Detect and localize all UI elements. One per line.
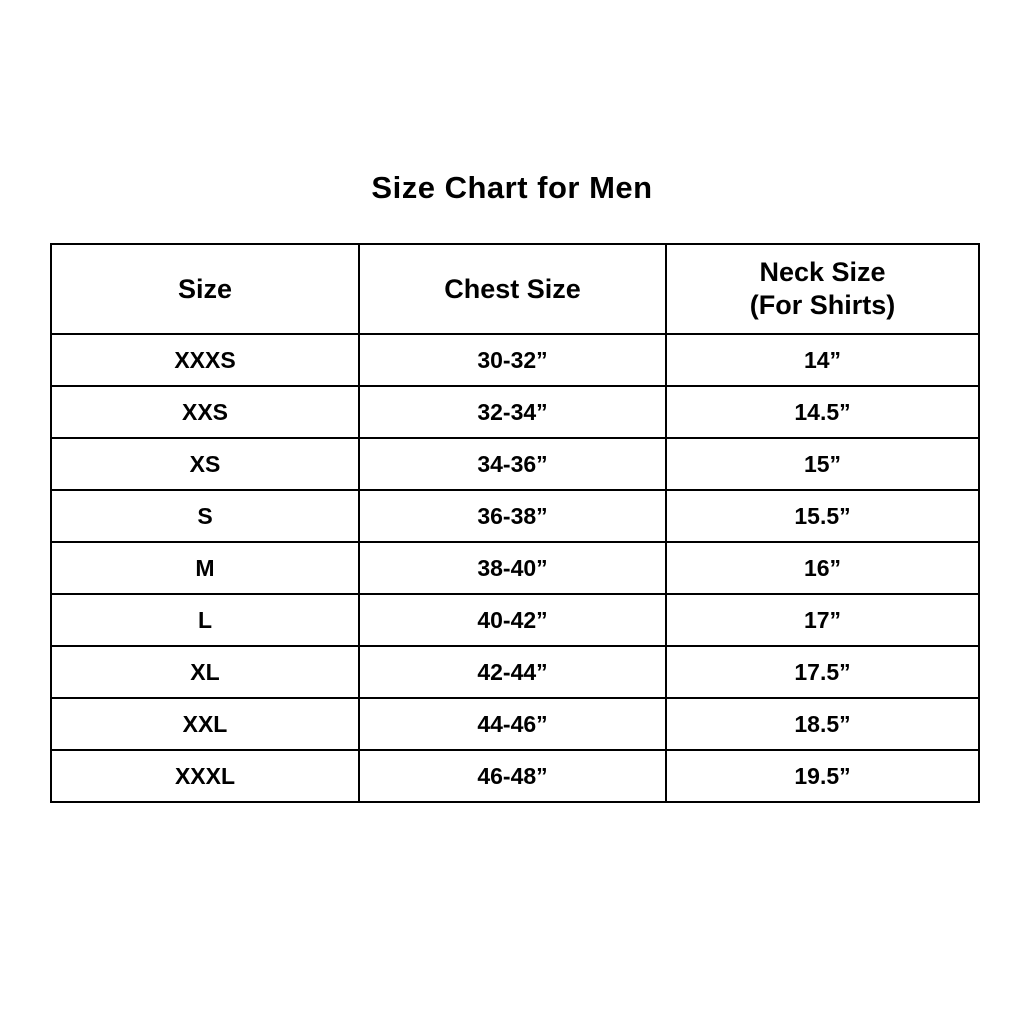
page-title: Size Chart for Men: [371, 170, 653, 205]
cell-chest: 30-32”: [359, 334, 666, 386]
cell-size: XS: [51, 438, 359, 490]
cell-chest: 32-34”: [359, 386, 666, 438]
table-row: [51, 334, 979, 386]
cell-neck: 15.5”: [666, 490, 979, 542]
table-row: [51, 542, 979, 594]
cell-neck: 17.5”: [666, 646, 979, 698]
table-row: [51, 438, 979, 490]
cell-size: XXS: [51, 386, 359, 438]
size-chart-table: [50, 243, 980, 803]
table-row: [51, 594, 979, 646]
cell-neck: 15”: [666, 438, 979, 490]
table-row: [51, 490, 979, 542]
header-size: [51, 244, 359, 334]
cell-chest: 40-42”: [359, 594, 666, 646]
header-neck: [666, 244, 979, 334]
cell-size: XXXL: [51, 750, 359, 802]
table-row: [51, 750, 979, 802]
cell-neck: 16”: [666, 542, 979, 594]
cell-chest: 36-38”: [359, 490, 666, 542]
cell-size: M: [51, 542, 359, 594]
cell-chest: 34-36”: [359, 438, 666, 490]
cell-neck: 17”: [666, 594, 979, 646]
table-row: [51, 386, 979, 438]
table-row: [51, 698, 979, 750]
cell-chest: 44-46”: [359, 698, 666, 750]
cell-chest: 46-48”: [359, 750, 666, 802]
cell-size: S: [51, 490, 359, 542]
header-chest: [359, 244, 666, 334]
cell-size: XXL: [51, 698, 359, 750]
cell-neck: 19.5”: [666, 750, 979, 802]
table-row: [51, 646, 979, 698]
cell-size: XXXS: [51, 334, 359, 386]
cell-size: L: [51, 594, 359, 646]
cell-chest: 42-44”: [359, 646, 666, 698]
cell-size: XL: [51, 646, 359, 698]
cell-neck: 14.5”: [666, 386, 979, 438]
header-chest-label: Chest Size: [444, 273, 581, 304]
header-row: [51, 244, 979, 334]
header-size-label: Size: [177, 273, 233, 304]
cell-neck: 14”: [666, 334, 979, 386]
cell-chest: 38-40”: [359, 542, 666, 594]
cell-neck: 18.5”: [666, 698, 979, 750]
header-neck-line1: Neck Size: [759, 257, 886, 287]
header-neck-line2: (For Shirts): [749, 290, 896, 320]
